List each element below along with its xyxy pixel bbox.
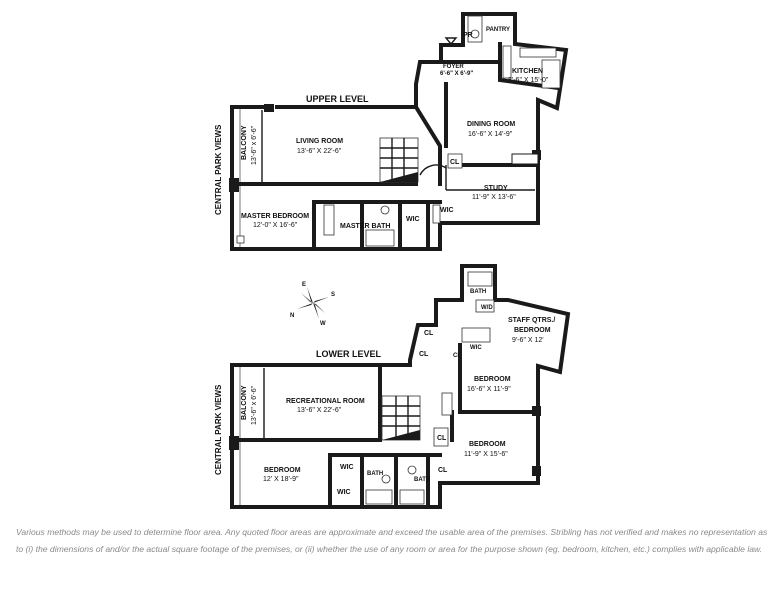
- lower-bath-a-tub: [366, 490, 392, 504]
- lower-bedroom-1-label: BEDROOM: [474, 376, 511, 383]
- upper-kitchen-label: KITCHEN: [512, 68, 544, 75]
- upper-study-label: STUDY: [484, 185, 508, 192]
- upper-door-swing: [420, 165, 446, 175]
- lower-column-3: [532, 466, 541, 476]
- upper-dining-room-dims: 16'-6" X 14'-9": [468, 131, 513, 138]
- upper-bedroom-column: [237, 236, 244, 243]
- upper-stair: [380, 138, 418, 182]
- upper-master-bedroom-label: MASTER BEDROOM: [241, 213, 310, 220]
- lower-wic-staff-room: [462, 328, 490, 342]
- lower-balcony-dims: 13'-6" x 6'-6": [251, 385, 258, 425]
- upper-master-bath-toilet: [381, 206, 389, 214]
- lower-bath-b-shower: [400, 490, 424, 504]
- upper-living-room-dims: 13'-6" X 22'-6": [297, 148, 342, 155]
- lower-bedroom-2-label: BEDROOM: [469, 441, 506, 448]
- disclaimer-text: Various methods may be used to determine floor area. Any quoted floor areas are approximate and exceed the usable area of the premises. Stribling has not verified and makes no representation as to (i) the dimensions of and/or the actual square footage of the premises, or (ii) whether the use of any room or area for the purpose shown (eg. bedroom, kitchen, etc.) complies with applicable law.: [16, 527, 768, 554]
- upper-master-bedroom-dims: 12'-0" X 16'-6": [253, 222, 298, 229]
- upper-side-label: CENTRAL PARK VIEWS: [214, 124, 223, 215]
- lower-recreational-room-dims: 13'-6" X 22'-6": [297, 407, 342, 414]
- compass-n-label: N: [290, 313, 295, 319]
- upper-wic-shelf: [433, 205, 440, 223]
- compass-rose: [297, 287, 329, 319]
- upper-balcony-dims: 13'-6" x 6'-6": [251, 125, 258, 165]
- lower-level-title: LOWER LEVEL: [316, 349, 381, 359]
- upper-pantry-label: PANTRY: [486, 27, 510, 33]
- lower-recreational-room-label: RECREATIONAL ROOM: [286, 398, 365, 405]
- lower-bath-top-tub: [468, 272, 492, 286]
- lower-closet-shelf: [442, 393, 452, 415]
- lower-staff-qtrs-line1: STAFF QTRS./: [508, 317, 556, 324]
- upper-foyer-dims: 6'-6" X 6'-9": [440, 71, 474, 77]
- lower-bedroom-3-label: BEDROOM: [264, 467, 301, 474]
- lower-bedroom-3-dims: 12' X 18'-9": [263, 476, 299, 483]
- upper-kitchen-counter-left: [503, 46, 511, 78]
- lower-cl-1-label: CL: [424, 330, 434, 337]
- lower-bedroom-2-dims: 11'-9" X 15'-6": [464, 451, 508, 458]
- upper-outer-wall-top: [232, 14, 566, 115]
- upper-living-room-label: LIVING ROOM: [296, 138, 344, 145]
- upper-level-title: UPPER LEVEL: [306, 94, 369, 104]
- upper-dining-room-label: DINING ROOM: [467, 121, 516, 128]
- upper-master-bath-tub: [366, 230, 394, 246]
- lower-staff-qtrs-line2: BEDROOM: [514, 327, 551, 334]
- upper-wic-2-label: WIC: [440, 207, 454, 214]
- lower-wic-b-label: WIC: [337, 489, 351, 496]
- upper-wic-1-label: WIC: [406, 216, 420, 223]
- lower-cl-3-label: CL: [453, 353, 461, 359]
- lower-column-2: [532, 406, 541, 416]
- lower-wic-staff-label: WIC: [470, 345, 482, 351]
- compass-e-label: E: [302, 282, 307, 288]
- lower-cl-2-label: CL: [419, 351, 429, 358]
- lower-staff-qtrs-dims: 9'-6" X 12': [512, 337, 544, 344]
- lower-bedroom-1-dims: 16'-6" X 11'-9": [467, 386, 511, 393]
- upper-radiator: [512, 154, 538, 164]
- lower-stair: [382, 396, 420, 440]
- lower-bath-a-label: BATH: [367, 471, 384, 477]
- upper-study-dims: 11'-9" X 13'-6": [472, 194, 516, 201]
- upper-kitchen-dims: 8'-6" X 15'-0": [508, 77, 549, 84]
- lower-balcony-label: BALCONY: [241, 385, 248, 420]
- lower-cl-4-label: CL: [437, 435, 447, 442]
- compass-w-label: W: [320, 321, 326, 327]
- upper-master-bath-vanity: [324, 205, 334, 235]
- compass-s-label: S: [331, 292, 336, 298]
- upper-column: [229, 178, 239, 192]
- upper-pr-label: PR: [463, 32, 473, 39]
- upper-foyer-label: FOYER: [443, 64, 464, 70]
- lower-bath-top-label: BATH: [470, 289, 487, 295]
- lower-cl-5-label: CL: [438, 467, 448, 474]
- lower-column: [229, 436, 239, 450]
- upper-living-diag-wall: [416, 107, 440, 184]
- lower-wic-a-label: WIC: [340, 464, 354, 471]
- upper-kitchen-counter-top: [520, 48, 556, 57]
- lower-wd-label: W/D: [481, 305, 493, 311]
- lower-bath-b-label: BATH: [414, 477, 431, 483]
- upper-balcony-label: BALCONY: [241, 125, 248, 160]
- upper-cl-label: CL: [450, 159, 460, 166]
- lower-bath-b-toilet: [408, 466, 416, 474]
- lower-side-label: CENTRAL PARK VIEWS: [214, 384, 223, 475]
- upper-column-2: [264, 104, 274, 112]
- upper-master-bath-label: MASTER BATH: [340, 223, 391, 230]
